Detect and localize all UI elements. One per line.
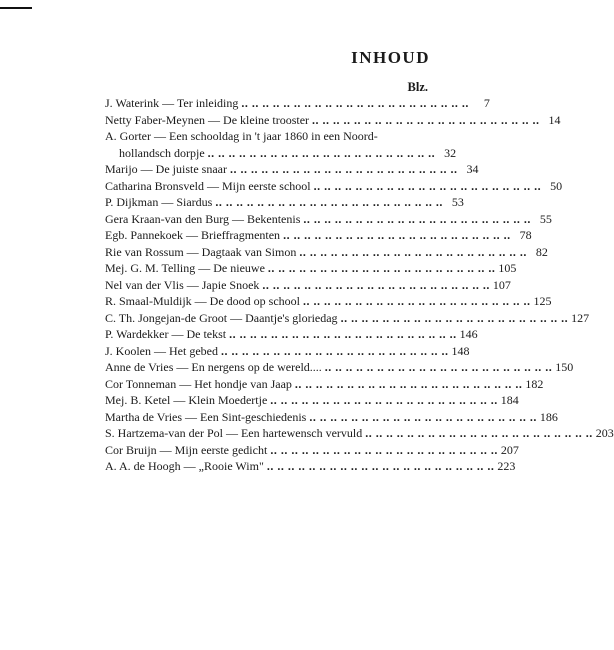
toc-entry-page: 53 <box>451 195 464 209</box>
toc-entry <box>105 178 563 195</box>
toc-entry-title: Cor Tonneman — Het hondje van Jaap <box>105 376 292 391</box>
toc-entry-page: 50 <box>550 178 563 193</box>
toc-entry-page: 150 <box>555 360 574 374</box>
toc-entry-title: Mej. B. Ketel — Klein Moedertje <box>105 393 268 407</box>
toc-entry <box>105 343 470 360</box>
toc-entry <box>105 359 574 376</box>
toc-entry-page: 78 <box>519 228 532 242</box>
toc-entry-page: 32 <box>444 145 457 160</box>
table-of-contents <box>105 95 614 475</box>
toc-leader: .. .. .. .. .. .. .. .. .. .. .. .. .. .. .. .. .. .. .. .. .. .. <box>365 426 593 440</box>
toc-entry-page: 182 <box>525 376 544 391</box>
toc-entry-title: S. Hartzema-van der Pol — Een hartewensch vervuld <box>105 426 363 440</box>
toc-leader: .. .. .. .. .. .. .. .. .. .. .. .. .. .. .. .. .. .. .. .. .. .. <box>207 145 436 160</box>
toc-entry-page: 184 <box>500 393 519 407</box>
toc-entry-title: P. Wardekker — De tekst <box>105 327 227 341</box>
toc-entry-title-cont: hollandsch dorpje <box>119 145 205 160</box>
toc-entry-title: Martha de Vries — Een Sint-geschiedenis <box>105 409 307 424</box>
toc-entry-page: 127 <box>571 310 590 325</box>
toc-leader: .. .. .. .. .. .. .. .. .. .. .. .. .. .. .. .. .. .. .. .. .. .. <box>312 112 540 127</box>
toc-entry <box>105 376 544 393</box>
toc-entry-title: Mej. G. M. Telling — De nieuwe <box>105 261 265 275</box>
toc-entry <box>105 392 519 409</box>
toc-entry-title: Gera Kraan-van den Burg — Bekentenis <box>105 211 301 226</box>
page-title: INHOUD <box>351 48 430 67</box>
toc-entry-title: J. Koolen — Het gebed <box>105 343 218 358</box>
toc-leader: .. .. .. .. .. .. .. .. .. .. .. .. .. .. .. .. .. .. .. .. .. .. <box>324 360 553 374</box>
toc-entry-title: Marijo — De juiste snaar <box>105 162 227 176</box>
toc-entry-continuation <box>105 145 457 162</box>
corner-rule <box>0 7 32 9</box>
toc-entry <box>105 244 548 261</box>
toc-entry <box>105 425 614 442</box>
toc-entry <box>105 227 532 244</box>
toc-leader: .. .. .. .. .. .. .. .. .. .. .. .. .. .. .. .. .. .. .. .. .. .. <box>309 409 537 424</box>
toc-entry <box>105 194 464 211</box>
toc-leader: .. .. .. .. .. .. .. .. .. .. .. .. .. .. .. .. .. .. .. .. .. .. <box>299 244 527 259</box>
toc-entry-title: C. Th. Jongejan-de Groot — Daantje's gloriedag <box>105 310 338 325</box>
toc-leader: .. .. .. .. .. .. .. .. .. .. .. .. .. .. .. .. .. .. .. .. .. .. <box>270 442 498 457</box>
toc-entry <box>105 112 561 129</box>
toc-entry <box>105 128 457 161</box>
toc-leader: .. .. .. .. .. .. .. .. .. .. .. .. .. .. .. .. .. .. .. .. .. .. <box>294 376 523 391</box>
toc-entry <box>105 277 511 294</box>
toc-leader: .. .. .. .. .. .. .. .. .. .. .. .. .. .. .. .. .. .. .. .. .. .. <box>229 162 458 176</box>
toc-entry <box>105 409 558 426</box>
toc-leader: .. .. .. .. .. .. .. .. .. .. .. .. .. .. .. .. .. .. .. .. .. .. <box>220 343 449 358</box>
toc-entry-title: A. Gorter — Een schooldag in 't jaar 1860 in een Noord- <box>105 129 378 143</box>
toc-entry-title: Netty Faber-Meynen — De kleine trooster <box>105 112 310 127</box>
toc-entry <box>105 310 590 327</box>
toc-entry-page: 148 <box>451 343 470 358</box>
toc-leader: .. .. .. .. .. .. .. .. .. .. .. .. .. .. .. .. .. .. .. .. .. .. <box>270 393 498 407</box>
toc-leader: .. .. .. .. .. .. .. .. .. .. .. .. .. .. .. .. .. .. .. .. .. .. <box>340 310 569 325</box>
toc-leader: .. .. .. .. .. .. .. .. .. .. .. .. .. .. .. .. .. .. .. .. .. .. <box>313 178 542 193</box>
toc-leader: .. .. .. .. .. .. .. .. .. .. .. .. .. .. .. .. .. .. .. .. .. .. <box>241 96 469 110</box>
toc-leader: .. .. .. .. .. .. .. .. .. .. .. .. .. .. .. .. .. .. .. .. .. .. <box>229 327 457 341</box>
toc-entry-title: Catharina Bronsveld — Mijn eerste school <box>105 178 311 193</box>
toc-entry <box>105 161 479 178</box>
toc-entry-title: J. Waterink — Ter inleiding <box>105 96 239 110</box>
toc-entry-page: 203 <box>595 426 614 440</box>
toc-entry-page: 82 <box>535 244 548 259</box>
toc-leader: .. .. .. .. .. .. .. .. .. .. .. .. .. .. .. .. .. .. .. .. .. .. <box>215 195 443 209</box>
toc-entry-title: Cor Bruijn — Mijn eerste gedicht <box>105 442 268 457</box>
toc-entry-title: Anne de Vries — En nergens op de wereld.... <box>105 360 322 374</box>
toc-leader: .. .. .. .. .. .. .. .. .. .. .. .. .. .. .. .. .. .. .. .. .. .. <box>303 294 531 308</box>
toc-entry-page: 125 <box>533 294 552 308</box>
toc-entry-title: R. Smaal-Muldijk — De dood op school <box>105 294 300 308</box>
toc-entry-page: 186 <box>539 409 558 424</box>
toc-entry-page: 207 <box>500 442 519 457</box>
toc-entry-page: 107 <box>492 277 511 292</box>
toc-entry-title: Rie van Rossum — Dagtaak van Simon <box>105 244 297 259</box>
toc-entry-page: 146 <box>459 327 478 341</box>
toc-entry-title: Nel van der Vlis — Japie Snoek <box>105 277 260 292</box>
toc-entry <box>105 260 517 277</box>
toc-entry-page: 7 <box>483 96 490 110</box>
toc-entry-page: 14 <box>548 112 561 127</box>
toc-entry-title: Egb. Pannekoek — Brieffragmenten <box>105 228 281 242</box>
toc-entry-page: 55 <box>539 211 552 226</box>
toc-leader: .. .. .. .. .. .. .. .. .. .. .. .. .. .. .. .. .. .. .. .. .. .. <box>262 277 490 292</box>
toc-leader: .. .. .. .. .. .. .. .. .. .. .. .. .. .. .. .. .. .. .. .. .. .. <box>303 211 531 226</box>
toc-leader: .. .. .. .. .. .. .. .. .. .. .. .. .. .. .. .. .. .. .. .. .. .. <box>283 228 511 242</box>
toc-entry <box>105 326 478 343</box>
toc-entry-title: A. A. de Hoogh — „Rooie Wim" <box>105 459 264 473</box>
toc-entry <box>105 458 516 475</box>
toc-entry <box>105 442 519 459</box>
toc-leader: .. .. .. .. .. .. .. .. .. .. .. .. .. .. .. .. .. .. .. .. .. .. <box>266 459 495 473</box>
toc-entry-page: 105 <box>498 261 517 275</box>
toc-entry <box>105 211 552 228</box>
toc-entry <box>105 293 552 310</box>
toc-entry-page: 34 <box>466 162 479 176</box>
toc-entry <box>105 95 490 112</box>
toc-entry-page: 223 <box>497 459 516 473</box>
toc-entry-title: P. Dijkman — Siardus <box>105 195 213 209</box>
toc-leader: .. .. .. .. .. .. .. .. .. .. .. .. .. .. .. .. .. .. .. .. .. .. <box>267 261 496 275</box>
page-column-header: Blz. <box>407 80 428 94</box>
